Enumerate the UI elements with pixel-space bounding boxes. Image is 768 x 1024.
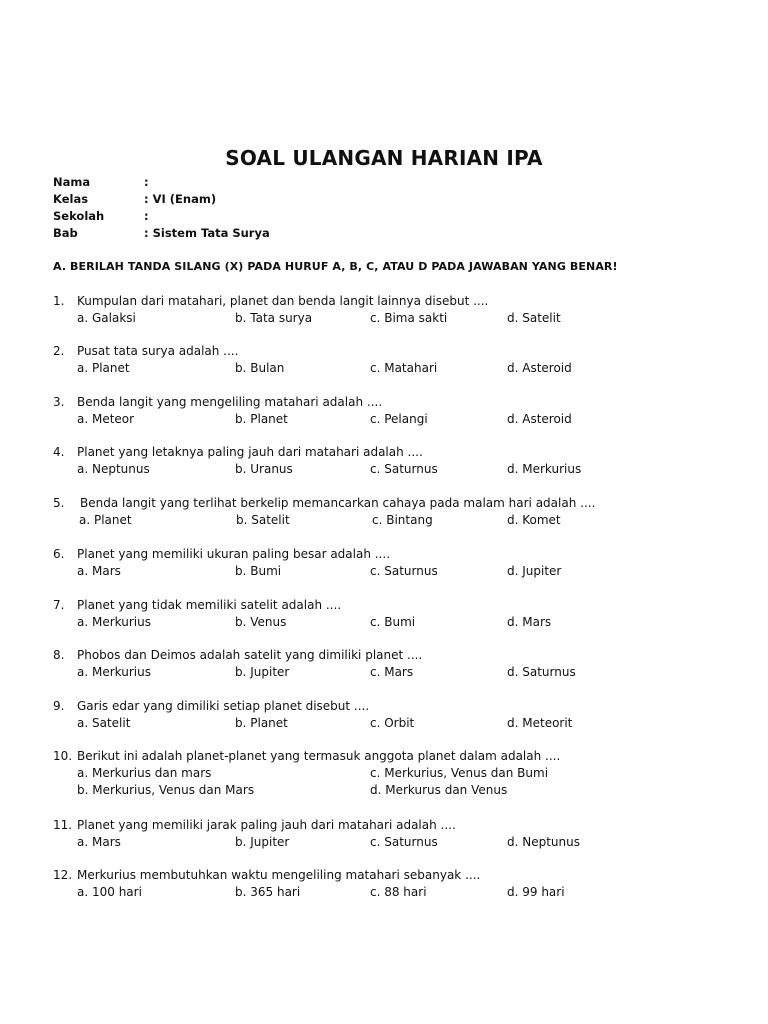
option-c: c. Saturnus (370, 835, 438, 849)
section-instruction: A. BERILAH TANDA SILANG (X) PADA HURUF A, B, C, ATAU D PADA JAWABAN YANG BENAR! (53, 260, 618, 273)
answer-options (53, 834, 713, 851)
question-number: 11. (53, 818, 73, 832)
answer-options (53, 512, 713, 529)
question-number: 10. (53, 749, 73, 763)
question-7 (53, 597, 713, 631)
option-a: a. Planet (79, 513, 132, 527)
question-11 (53, 817, 713, 851)
question-text: Planet yang memiliki ukuran paling besar adalah .... (77, 547, 391, 561)
question-10 (53, 748, 713, 799)
question-text: Planet yang letaknya paling jauh dari matahari adalah .... (77, 445, 423, 459)
option-b: b. Venus (235, 615, 287, 629)
option-a: a. Neptunus (77, 462, 150, 476)
option-c: c. Bima sakti (370, 311, 448, 325)
question-number: 4. (53, 445, 65, 459)
option-c: c. Matahari (370, 361, 438, 375)
info-label: Bab (53, 226, 78, 240)
info-value: : (144, 209, 149, 223)
option-d: d. Merkurus dan Venus (370, 783, 508, 797)
option-a: a. Galaksi (77, 311, 136, 325)
option-b: b. 365 hari (235, 885, 301, 899)
option-c: c. Mars (370, 665, 414, 679)
question-number: 7. (53, 598, 65, 612)
answer-options (53, 664, 713, 681)
option-a: a. Mars (77, 564, 121, 578)
option-d: d. Asteroid (507, 361, 572, 375)
question-text: Berikut ini adalah planet-planet yang termasuk anggota planet dalam adalah .... (77, 749, 561, 763)
question-number: 1. (53, 294, 65, 308)
question-number: 8. (53, 648, 65, 662)
question-12 (53, 867, 713, 901)
option-d: d. 99 hari (507, 885, 565, 899)
option-b: b. Planet (235, 412, 288, 426)
option-c: c. Saturnus (370, 564, 438, 578)
option-d: d. Saturnus (507, 665, 576, 679)
option-c: c. 88 hari (370, 885, 427, 899)
question-5 (53, 495, 713, 529)
question-text: Planet yang memiliki jarak paling jauh dari matahari adalah .... (77, 818, 456, 832)
question-number: 5. (53, 496, 65, 510)
option-b: b. Merkurius, Venus dan Mars (77, 783, 255, 797)
question-1 (53, 293, 713, 327)
answer-options (53, 563, 713, 580)
answer-options (53, 715, 713, 732)
option-b: b. Uranus (235, 462, 293, 476)
question-text: Benda langit yang mengeliling matahari adalah .... (77, 395, 383, 409)
question-6 (53, 546, 713, 580)
document-title: SOAL ULANGAN HARIAN IPA (225, 146, 543, 170)
option-a: a. Planet (77, 361, 130, 375)
answer-options (53, 360, 713, 377)
question-text: Merkurius membutuhkan waktu mengeliling matahari sebanyak .... (77, 868, 481, 882)
answer-options (53, 765, 713, 782)
info-row-sekolah (53, 208, 270, 225)
option-a: a. Merkurius (77, 665, 151, 679)
option-d: d. Satelit (507, 311, 561, 325)
info-value: : (144, 175, 149, 189)
option-b: b. Bumi (235, 564, 282, 578)
question-8 (53, 647, 713, 681)
info-row-kelas (53, 191, 270, 208)
option-a: a. Meteor (77, 412, 135, 426)
question-2 (53, 343, 713, 377)
option-d: d. Jupiter (507, 564, 562, 578)
info-value: : Sistem Tata Surya (144, 226, 270, 240)
option-b: b. Jupiter (235, 835, 290, 849)
question-text: Planet yang tidak memiliki satelit adalah .... (77, 598, 342, 612)
option-c: c. Merkurius, Venus dan Bumi (370, 766, 549, 780)
option-a: a. Satelit (77, 716, 131, 730)
answer-options (53, 614, 713, 631)
student-info (53, 174, 270, 242)
answer-options (53, 782, 713, 799)
question-number: 9. (53, 699, 65, 713)
option-c: c. Saturnus (370, 462, 438, 476)
answer-options (53, 310, 713, 327)
option-b: b. Jupiter (235, 665, 290, 679)
info-label: Kelas (53, 192, 89, 206)
question-text: Garis edar yang dimiliki setiap planet disebut .... (77, 699, 370, 713)
option-c: c. Bumi (370, 615, 416, 629)
option-c: c. Bintang (372, 513, 433, 527)
question-4 (53, 444, 713, 478)
option-c: c. Pelangi (370, 412, 428, 426)
option-b: b. Bulan (235, 361, 285, 375)
option-c: c. Orbit (370, 716, 415, 730)
option-d: d. Merkurius (507, 462, 582, 476)
answer-options (53, 461, 713, 478)
option-b: b. Planet (235, 716, 288, 730)
option-a: a. Merkurius (77, 615, 151, 629)
question-number: 2. (53, 344, 65, 358)
question-3 (53, 394, 713, 428)
option-a: a. Mars (77, 835, 121, 849)
option-d: d. Meteorit (507, 716, 573, 730)
info-row-nama (53, 174, 270, 191)
question-text: Kumpulan dari matahari, planet dan benda langit lainnya disebut .... (77, 294, 489, 308)
answer-options (53, 411, 713, 428)
info-row-bab (53, 225, 270, 242)
question-number: 6. (53, 547, 65, 561)
info-value: : VI (Enam) (144, 192, 217, 206)
option-a: a. Merkurius dan mars (77, 766, 212, 780)
question-text: Phobos dan Deimos adalah satelit yang dimiliki planet .... (77, 648, 423, 662)
option-d: d. Asteroid (507, 412, 572, 426)
option-d: d. Komet (507, 513, 561, 527)
question-number: 12. (53, 868, 73, 882)
info-label: Sekolah (53, 209, 105, 223)
info-label: Nama (53, 175, 91, 189)
question-9 (53, 698, 713, 732)
option-b: b. Tata surya (235, 311, 313, 325)
option-d: d. Neptunus (507, 835, 580, 849)
question-number: 3. (53, 395, 65, 409)
option-d: d. Mars (507, 615, 552, 629)
option-b: b. Satelit (236, 513, 290, 527)
option-a: a. 100 hari (77, 885, 142, 899)
answer-options (53, 884, 713, 901)
question-text: Benda langit yang terlihat berkelip memancarkan cahaya pada malam hari adalah .... (80, 496, 596, 510)
question-text: Pusat tata surya adalah .... (77, 344, 239, 358)
